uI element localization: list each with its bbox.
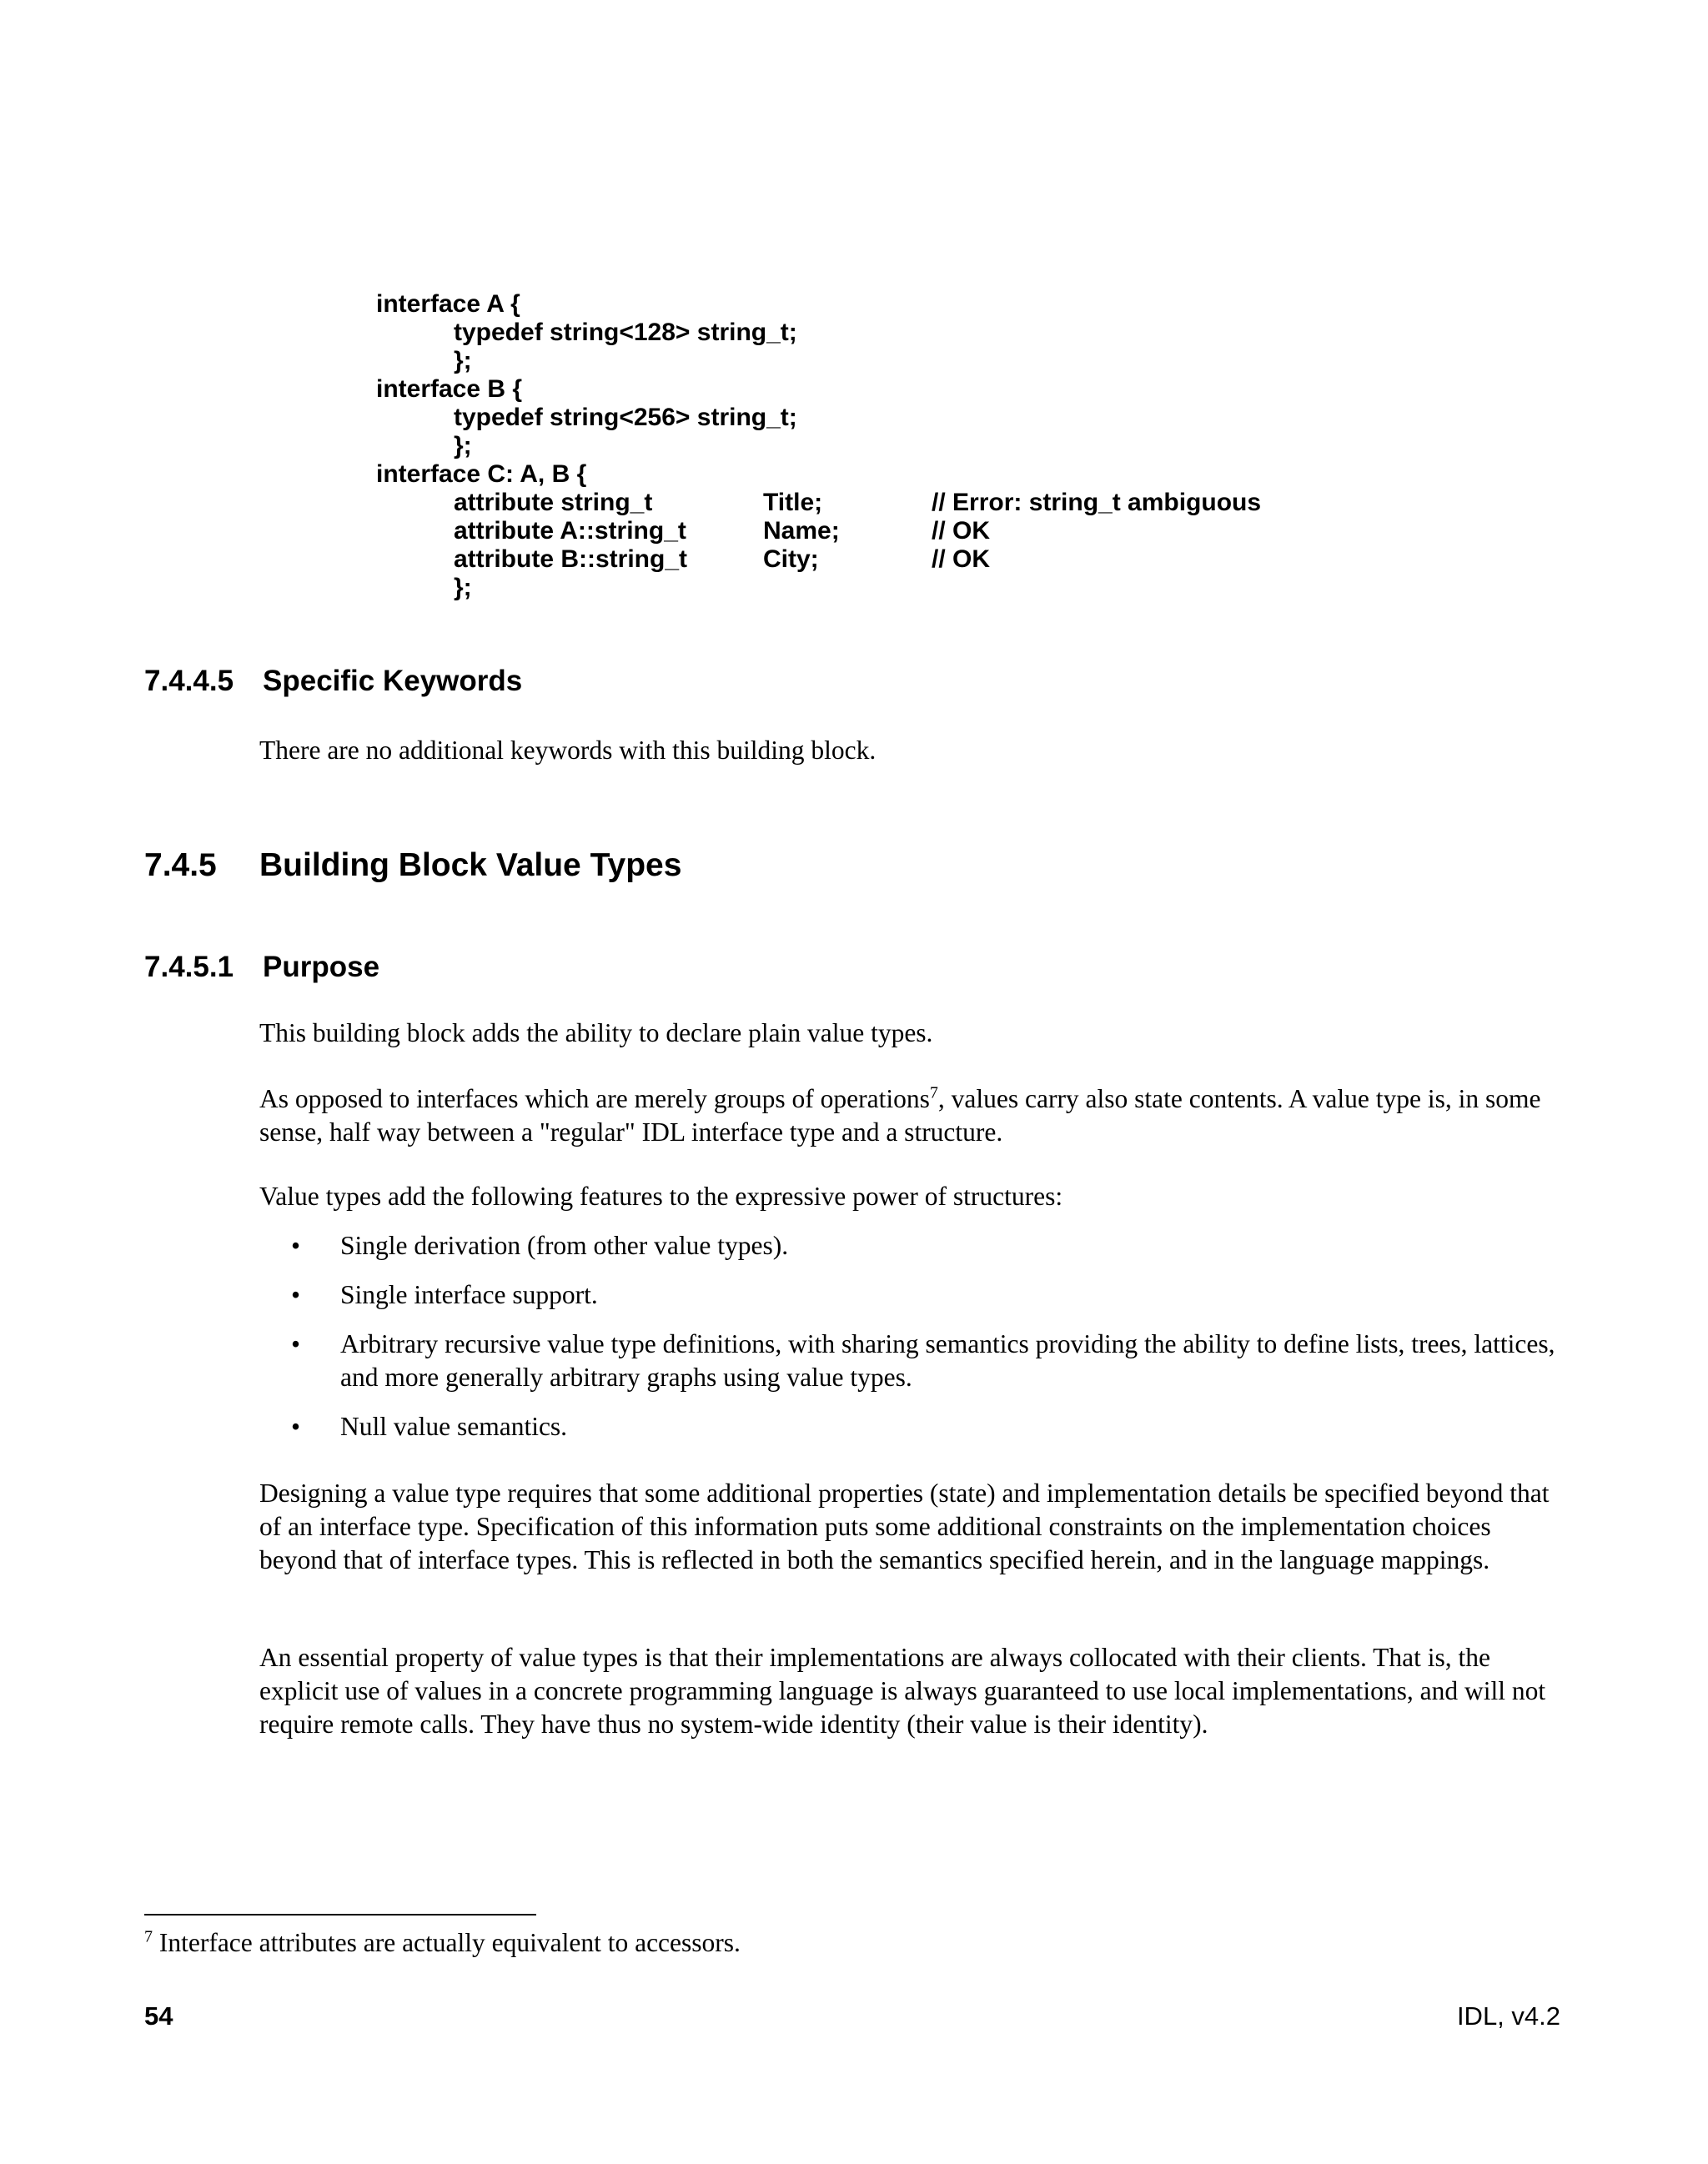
section-number: 7.4.5 [144,847,217,883]
code-attr-comment: // Error: string_t ambiguous [932,489,1262,516]
paragraph-text: As opposed to interfaces which are merely groups of operations [259,1084,930,1113]
page-number: 54 [144,2001,173,2031]
code-line: interface B { [376,375,523,403]
bullet-icon: • [291,1412,301,1441]
bullet-list [259,1229,1569,1459]
footnote [144,1928,741,1958]
document-version: IDL, v4.2 [1456,2001,1560,2031]
footnote-text: Interface attributes are actually equivalent to accessors. [153,1928,741,1957]
code-attr-comment: // OK [932,545,991,573]
paragraph: There are no additional keywords with this building block. [259,736,877,765]
code-attr-comment: // OK [932,517,991,545]
list-item: • Single interface support. [259,1278,1569,1312]
section-number: 7.4.4.5 [144,665,234,697]
code-attr-decl: attribute string_t [454,489,653,516]
paragraph-text: , values carry also state contents. A value type is, in some sense, half way between a "regular" IDL interface type and a structure. [259,1084,1541,1147]
section-number: 7.4.5.1 [144,951,234,983]
section-heading: Purpose [263,951,380,983]
paragraph: An essential property of value types is that their implementations are always collocated with their clients. That is, the explicit use of values in a concrete programming language is always guaranteed to use local implementations, and will not require remote calls. They have thus no system-wide identity (their value is their identity). [259,1643,1546,1739]
code-line: interface A { [376,290,520,318]
footnote-reference[interactable]: 7 [929,1083,938,1102]
paragraph: Value types add the following features to the expressive power of structures: [259,1182,1063,1211]
code-attr-decl: attribute A::string_t [454,517,686,545]
paragraph: Designing a value type requires that some additional properties (state) and implementation details be specified beyond that of an interface type. Specification of this information puts some additional constraints on the implementation choices beyond that of interface types. This is reflected in both the semantics specified herein, and in the language mappings. [259,1479,1550,1574]
code-attr-name: Name; [763,517,840,545]
code-line: typedef string<256> string_t; [454,404,797,431]
section-heading: Specific Keywords [263,665,523,697]
code-attr-decl: attribute B::string_t [454,545,687,573]
code-attr-name: City; [763,545,819,573]
bullet-icon: • [291,1280,301,1309]
code-line: interface C: A, B { [376,460,587,488]
bullet-icon: • [291,1231,301,1260]
section-heading: Building Block Value Types [259,847,682,883]
code-line: typedef string<128> string_t; [454,319,797,346]
code-line: }; [454,347,472,374]
list-item: • Null value semantics. [259,1410,1569,1444]
code-attr-name: Title; [763,489,823,516]
list-item: • Single derivation (from other value types). [259,1229,1569,1263]
paragraph [259,1082,1569,1149]
paragraph: This building block adds the ability to declare plain value types. [259,1018,933,1047]
bullet-icon: • [291,1329,301,1358]
footnote-divider [144,1914,536,1915]
code-line: }; [454,432,472,459]
footnote-marker: 7 [144,1927,153,1946]
list-item: • Arbitrary recursive value type definitions, with sharing semantics providing the ability to define lists, trees, lattices, and more generally arbitrary graphs using value types. [291,1329,1555,1392]
code-line: }; [454,574,472,601]
